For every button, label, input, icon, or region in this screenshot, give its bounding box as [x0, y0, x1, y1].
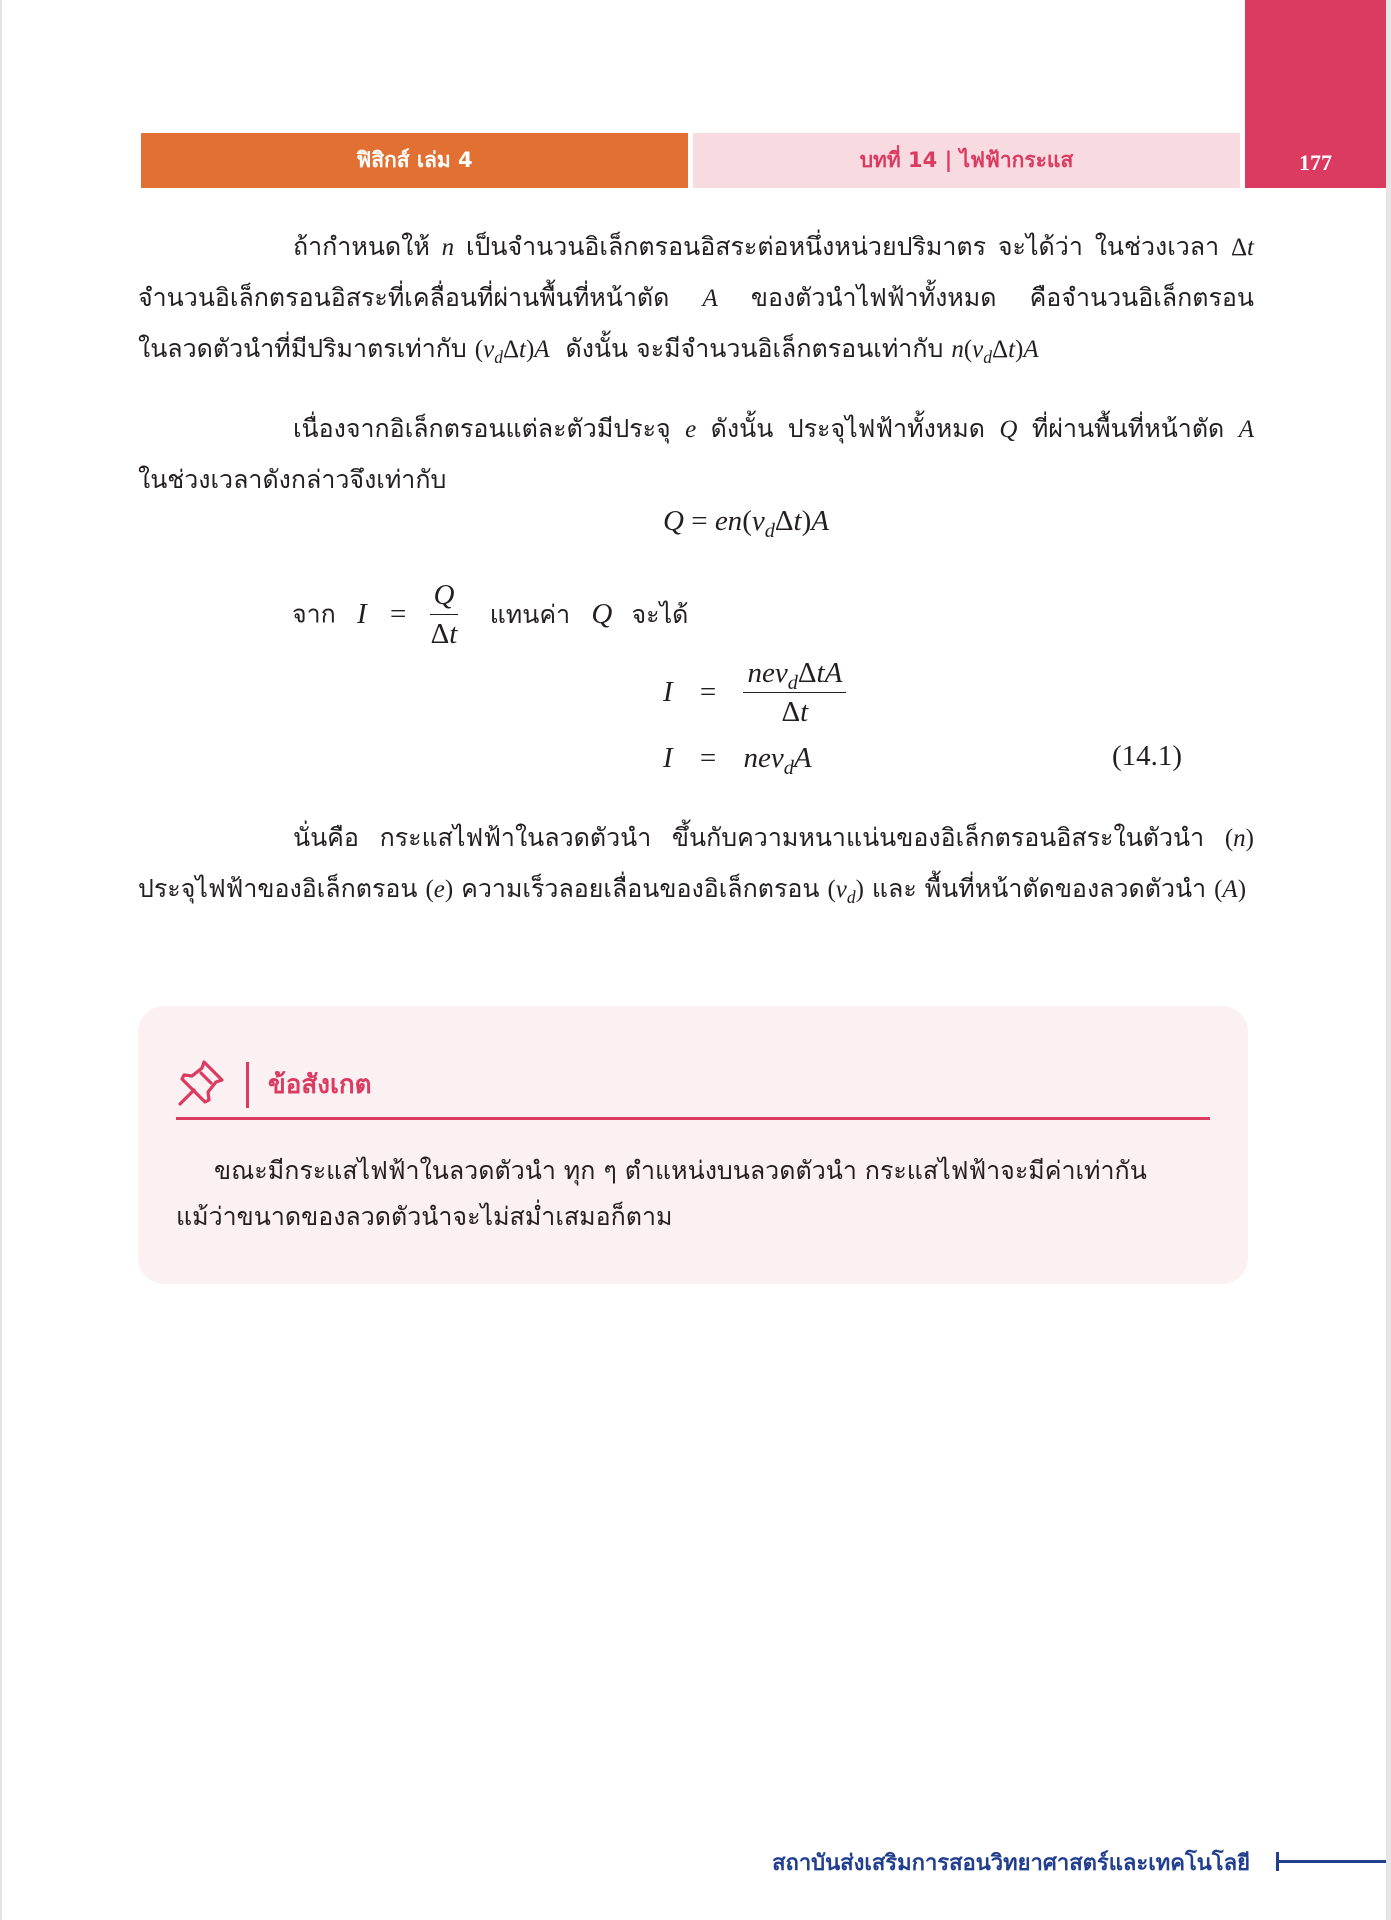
note-title: ข้อสังเกต: [268, 1070, 372, 1100]
paragraph-1-line-2: [138, 273, 1254, 324]
note-divider: [176, 1117, 1210, 1120]
p1-l3-text-b: ดังนั้น จะมีจำนวนอิเล็กตรอนเท่ากับ: [549, 334, 952, 363]
paragraph-1: [138, 222, 1254, 375]
footer-publisher: สถาบันส่งเสริมการสอนวิทยาศาสตร์และเทคโนโลยี: [772, 1851, 1250, 1876]
paragraph-3: [138, 813, 1254, 915]
p2-l1-text-b: ดังนั้น ประจุไฟฟ้าทั้งหมด: [696, 414, 1000, 443]
var-e: e: [685, 416, 697, 443]
equation-current-result: [663, 740, 812, 780]
expr-nevda: nev$_d$A: [743, 742, 812, 780]
paragraph-2: [138, 404, 1254, 505]
var-a: A: [702, 285, 718, 312]
book-title: ฟิสิกส์ เล่ม 4: [356, 148, 473, 172]
equation-number: (14.1): [1112, 740, 1183, 772]
equals-sign: =: [699, 742, 717, 774]
equation-charge: $Q = en(v_d\Delta t)A$: [663, 505, 829, 543]
expr-count: $n(v_d\Delta t)A$: [951, 336, 1039, 368]
paragraph-3-line-1: [138, 813, 1254, 864]
p2-l1-text-a: เนื่องจากอิเล็กตรอนแต่ละตัวมีประจุ: [293, 414, 686, 443]
var-a: A: [1238, 416, 1255, 443]
p3-l1-text-a: นั่นคือ กระแสไฟฟ้าในลวดตัวนำ ขึ้นกับความหนาแน่นของอิเล็กตรอนอิสระในตัวนำ: [293, 823, 1225, 852]
p1-l2-text-a: จำนวนอิเล็กตรอนอิสระที่เคลื่อนที่ผ่านพื้นที่หน้าตัด: [138, 283, 703, 312]
equals-sign: =: [699, 676, 717, 708]
note-box: [138, 1006, 1248, 1284]
get-word: จะได้: [631, 599, 689, 629]
var-i: I: [357, 598, 367, 630]
var-vd-paren: $(v_d)$: [827, 876, 864, 908]
chapter-title: บทที่ 14 | ไฟฟ้ากระแส: [859, 148, 1074, 172]
footer-rule-tick: [1276, 1852, 1279, 1871]
fraction-current: [743, 654, 846, 731]
substitute-word: แทนค่า: [489, 599, 571, 629]
header-chapter: [693, 133, 1240, 188]
fraction-denominator: Δt: [781, 696, 809, 728]
var-q: Q: [999, 416, 1018, 443]
note-title-bar: [246, 1062, 249, 1108]
from-word: จาก: [292, 599, 336, 629]
p1-l2-text-b: ของตัวนำไฟฟ้าทั้งหมด คือจำนวนอิเล็กตรอน: [717, 283, 1254, 312]
var-n-paren: (n): [1224, 825, 1254, 852]
p3-l2-text-c: และ พื้นที่หน้าตัดของลวดตัวนำ: [863, 874, 1215, 903]
var-n: n: [441, 234, 455, 261]
expr-volume: $(v_d\Delta t)A$: [474, 336, 550, 368]
var-a-paren: (A): [1214, 876, 1247, 903]
fraction-numerator: Q: [430, 576, 459, 615]
note-line-2: แม้ว่าขนาดของลวดตัวนำจะไม่สม่ำเสมอก็ตาม: [176, 1202, 673, 1231]
header-book-title: [141, 133, 688, 188]
page-edge: [0, 0, 2, 1920]
footer-rule: [1276, 1860, 1386, 1863]
pushpin-icon: [174, 1056, 228, 1110]
paragraph-2-line-2: ในช่วงเวลาดังกล่าวจึงเท่ากับ: [138, 465, 447, 494]
page-number: 177: [1299, 150, 1332, 175]
fraction-numerator: nev$_d$ΔtA: [743, 654, 846, 693]
paragraph-3-line-2: [138, 864, 1254, 915]
equals-sign: =: [389, 598, 407, 630]
var-i: I: [663, 676, 673, 708]
p3-l2-text-b: ความเร็วลอยเลื่อนของอิเล็กตรอน: [453, 874, 828, 903]
equation-current-definition: [292, 576, 688, 653]
var-q: Q: [591, 598, 613, 630]
paragraph-1-line-1: [138, 222, 1254, 273]
p3-l2-text-a: ประจุไฟฟ้าของอิเล็กตรอน: [138, 874, 426, 903]
var-delta-t: Δt: [1230, 234, 1254, 261]
p1-l3-text-a: ในลวดตัวนำที่มีปริมาตรเท่ากับ: [138, 334, 475, 363]
paragraph-1-line-3: [138, 324, 1254, 375]
equation-current-fraction: [663, 654, 846, 731]
var-e-paren: (e): [425, 876, 454, 903]
note-line-1: ขณะมีกระแสไฟฟ้าในลวดตัวนำ ทุก ๆ ตำแหน่งบนลวดตัวนำ กระแสไฟฟ้าจะมีค่าเท่ากัน: [214, 1156, 1147, 1185]
paragraph-2-line-1: [138, 404, 1254, 455]
note-body: [176, 1148, 1216, 1240]
p1-l1-text-a: ถ้ากำหนดให้: [293, 232, 442, 261]
fraction-q-over-dt: [430, 576, 459, 653]
p1-l1-text-b: เป็นจำนวนอิเล็กตรอนอิสระต่อหนึ่งหน่วยปริมาตร จะได้ว่า ในช่วงเวลา: [454, 232, 1231, 261]
var-i: I: [663, 742, 673, 774]
p2-l1-text-c: ที่ผ่านพื้นที่หน้าตัด: [1017, 414, 1239, 443]
page-edge: [1386, 0, 1391, 1920]
fraction-denominator: Δt: [430, 618, 458, 650]
